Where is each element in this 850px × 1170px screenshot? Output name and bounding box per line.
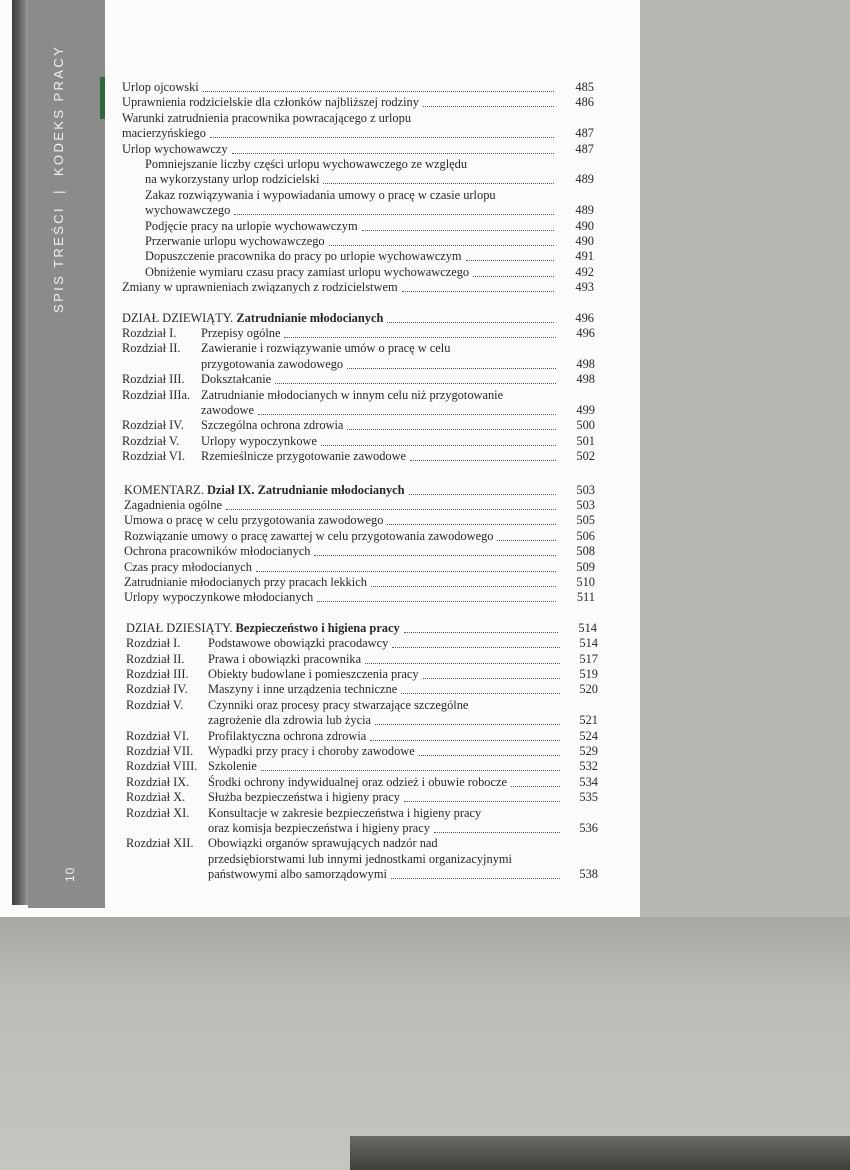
entry-text: Podstawowe obowiązki pracodawcy: [208, 636, 389, 651]
page-ref: 485: [575, 80, 594, 94]
section-heading: [0, 483, 640, 498]
page-ref: 508: [576, 544, 595, 559]
page-ref: 490: [575, 218, 594, 233]
entry-text: na wykorzystany urlop rodzicielski: [145, 172, 320, 187]
page-ref: 503: [576, 482, 595, 497]
page-ref: 487: [575, 141, 594, 156]
chapter-label: Rozdział I.: [126, 636, 181, 651]
entry-text: macierzyńskiego: [122, 126, 206, 141]
section-heading: [0, 621, 640, 636]
commentary-entry: [0, 513, 640, 528]
entry-text: Urlopy wypoczynkowe: [201, 433, 317, 448]
entry-text: zagrożenie dla zdrowia lub życia: [208, 713, 372, 728]
page-ref: 505: [576, 513, 595, 528]
toc-entry-line: [0, 157, 640, 172]
page-ref: 524: [579, 728, 598, 743]
entry-text: przedsiębiorstwami lub innymi jednostkami organizacyjnymi: [208, 851, 512, 866]
entry-text: Zmiany w uprawnieniach związanych z rodzicielstwem: [122, 280, 398, 295]
entry-text: Czynniki oraz procesy pracy stwarzające szczególne: [208, 697, 469, 712]
chapter-entry-line: [0, 357, 640, 372]
chapter-label: Rozdział VII.: [126, 744, 194, 758]
chapter-entry: [0, 775, 640, 790]
chapter-entry: [0, 729, 640, 744]
page-ref: 490: [575, 234, 594, 248]
dot-leader: [423, 95, 554, 107]
page-ref: 492: [575, 264, 594, 279]
page-ref: 487: [575, 126, 594, 141]
dot-leader: [365, 652, 560, 664]
page-ref: 500: [576, 418, 595, 433]
page-ref: 532: [579, 759, 598, 774]
dot-leader: [392, 636, 560, 648]
chapter-entry: [0, 636, 640, 651]
chapter-entry-line: [0, 867, 640, 882]
entry-text: państwowymi albo samorządowymi: [208, 867, 387, 882]
dot-leader: [404, 790, 560, 802]
page-ref: 498: [576, 356, 595, 371]
entry-text: Obniżenie wymiaru czasu pracy zamiast urlopu wychowawczego: [145, 264, 470, 279]
chapter-label: Rozdział V.: [126, 697, 184, 712]
toc-entry: [0, 249, 640, 264]
scan-shadow: [350, 1136, 850, 1170]
page-ref: 514: [578, 620, 597, 635]
entry-text: Pomniejszanie liczby części urlopu wychowawczego ze względu: [145, 157, 468, 171]
entry-text: Dokształcanie: [201, 372, 272, 387]
heading-title: Dział IX. Zatrudnianie młodocianych: [203, 482, 405, 497]
chapter-label: Rozdział IIIa.: [122, 387, 191, 402]
entry-text: Urlop wychowawczy: [122, 141, 228, 156]
heading-text: [122, 311, 383, 325]
entry-text: Rozwiązanie umowy o pracę zawartej w celu przygotowania zawodowego: [124, 528, 494, 543]
chapter-entry-line: [0, 836, 640, 851]
page-ref: 510: [576, 575, 595, 589]
entry-text: Prawa i obowiązki pracownika: [208, 651, 362, 666]
commentary-entry: [0, 498, 640, 513]
chapter-label: Rozdział IX.: [126, 774, 190, 789]
chapter-entry: [0, 652, 640, 667]
page-ref: 489: [575, 203, 594, 218]
dot-leader: [434, 821, 560, 833]
entry-text: Uprawnienia rodzicielskie dla członków najbliższej rodziny: [122, 95, 419, 110]
entry-text: Szczególna ochrona zdrowia: [201, 418, 344, 433]
toc-entry-line: [0, 172, 640, 187]
toc-entry: [0, 95, 640, 110]
entry-text: Urlop ojcowski: [122, 80, 199, 94]
entry-text: Zakaz rozwiązywania i wypowiadania umowy o pracę w czasie urlopu: [145, 187, 496, 202]
dot-leader: [256, 560, 556, 572]
commentary-entry: [0, 529, 640, 544]
dot-leader: [423, 667, 560, 679]
page-ref: 493: [575, 280, 594, 295]
entry-text: Podjęcie pracy na urlopie wychowawczym: [145, 218, 358, 233]
dot-leader: [232, 142, 554, 154]
dot-leader: [401, 682, 560, 694]
entry-text: Maszyny i inne urządzenia techniczne: [208, 682, 398, 697]
section-heading: [0, 311, 640, 326]
entry-text: Obowiązki organów sprawujących nadzór nad: [208, 836, 438, 851]
toc-entry: [0, 234, 640, 249]
dot-leader: [329, 234, 554, 246]
page-ref: 519: [579, 667, 598, 681]
chapter-label: Rozdział II.: [122, 341, 181, 356]
entry-text: Umowa o pracę w celu przygotowania zawodowego: [124, 513, 384, 528]
chapter-entry-line: [0, 388, 640, 403]
chapter-entry: [0, 449, 640, 464]
chapter-label: Rozdział V.: [122, 433, 180, 448]
header-right: KODEKS PRACY: [51, 44, 66, 177]
commentary-entry: [0, 590, 640, 605]
dot-leader: [347, 357, 556, 369]
page-ref: 502: [576, 449, 595, 464]
chapter-label: Rozdział III.: [126, 667, 189, 681]
page-ref: 503: [576, 498, 595, 512]
dot-leader: [323, 172, 554, 184]
page-ref: 506: [576, 528, 595, 543]
page-ref: 498: [576, 372, 595, 387]
page-ref: 514: [579, 636, 598, 651]
page-ref: 499: [576, 403, 595, 417]
page-ref: 520: [579, 682, 598, 697]
entry-text: Przepisy ogólne: [201, 326, 281, 340]
toc-entry-line: [0, 111, 640, 126]
toc-entry: [0, 280, 640, 295]
chapter-label: Rozdział III.: [122, 372, 185, 387]
entry-text: wychowawczego: [145, 203, 231, 218]
header-left: SPIS TREŚCI: [51, 205, 66, 313]
chapter-label: Rozdział XI.: [126, 805, 190, 820]
entry-text: Konsultacje w zakresie bezpieczeństwa i higieny pracy: [208, 805, 482, 820]
commentary-entry: [0, 560, 640, 575]
entry-text: Czas pracy młodocianych: [124, 559, 252, 574]
dot-leader: [314, 544, 556, 556]
toc-entry-line: [0, 188, 640, 203]
dot-leader: [375, 713, 560, 725]
heading-lead: DZIAŁ DZIESIĄTY.: [126, 620, 233, 635]
entry-text: Służba bezpieczeństwa i higieny pracy: [208, 790, 400, 805]
chapter-label: Rozdział VI.: [122, 449, 186, 464]
toc-entry: [0, 80, 640, 95]
dot-leader: [410, 449, 556, 461]
page-ref: 538: [579, 867, 598, 882]
chapter-label: Rozdział IV.: [126, 682, 188, 697]
page-ref: 491: [575, 249, 594, 264]
page-ref: 511: [576, 590, 595, 605]
dot-leader: [258, 403, 556, 415]
entry-text: Zawieranie i rozwiązywanie umów o pracę w celu: [201, 341, 451, 356]
entry-text: zawodowe: [201, 403, 254, 417]
dot-leader: [370, 729, 560, 741]
entry-text: Profilaktyczna ochrona zdrowia: [208, 728, 367, 743]
heading-lead: DZIAŁ DZIEWIĄTY.: [122, 310, 234, 325]
dot-leader: [391, 867, 560, 879]
page-ref: 496: [576, 326, 595, 340]
page-ref: 536: [579, 821, 598, 835]
chapter-label: Rozdział I.: [122, 326, 177, 340]
dot-leader: [409, 483, 556, 495]
chapter-label: Rozdział IV.: [122, 418, 184, 433]
scan-background: [0, 917, 850, 1170]
page-ref: 534: [579, 774, 598, 789]
page-ref: 501: [576, 433, 595, 448]
toc-entry-line: [0, 126, 640, 141]
entry-text: Wypadki przy pracy i choroby zawodowe: [208, 744, 415, 758]
entry-text: Obiekty budowlane i pomieszczenia pracy: [208, 667, 419, 681]
entry-text: Warunki zatrudnienia pracownika powracającego z urlopu: [122, 110, 412, 125]
heading-text: [124, 483, 405, 497]
entry-text: Szkolenie: [208, 759, 257, 774]
chapter-entry-line: [0, 403, 640, 418]
dot-leader: [402, 280, 554, 292]
dot-leader: [317, 590, 556, 602]
entry-text: Przerwanie urlopu wychowawczego: [145, 234, 325, 248]
entry-text: Zagadnienia ogólne: [124, 498, 223, 512]
toc-entry: [0, 265, 640, 280]
entry-text: Urlopy wypoczynkowe młodocianych: [124, 590, 314, 605]
dot-leader: [261, 759, 560, 771]
heading-title: Zatrudnianie młodocianych: [233, 310, 384, 325]
chapter-entry: [0, 790, 640, 805]
entry-text: Zatrudnianie młodocianych w innym celu niż przygotowanie: [201, 387, 504, 402]
page-ref: 509: [576, 559, 595, 574]
chapter-entry: [0, 667, 640, 682]
chapter-entry-line: [0, 713, 640, 728]
chapter-entry-line: [0, 341, 640, 356]
chapter-label: Rozdział VIII.: [126, 759, 198, 774]
chapter-entry: [0, 744, 640, 759]
heading-lead: KOMENTARZ.: [124, 482, 204, 497]
page-ref: 496: [575, 310, 594, 325]
heading-title: Bezpieczeństwo i higiena pracy: [232, 620, 400, 635]
dot-leader: [210, 126, 554, 138]
dot-leader: [234, 203, 554, 215]
dot-leader: [387, 513, 556, 525]
page-ref: 486: [575, 95, 594, 110]
page-ref: 517: [579, 651, 598, 666]
dot-leader: [473, 265, 554, 277]
chapter-entry: [0, 418, 640, 433]
entry-text: Ochrona pracowników młodocianych: [124, 544, 311, 559]
entry-text: Rzemieślnicze przygotowanie zawodowe: [201, 449, 407, 464]
chapter-entry: [0, 759, 640, 774]
dot-leader: [362, 219, 554, 231]
dot-leader: [347, 418, 556, 430]
chapter-entry: [0, 326, 640, 341]
dot-leader: [226, 498, 556, 510]
chapter-entry: [0, 372, 640, 387]
chapter-label: Rozdział X.: [126, 790, 186, 805]
toc-entry: [0, 219, 640, 234]
dot-leader: [466, 249, 554, 261]
chapter-entry-line: [0, 698, 640, 713]
dot-leader: [203, 80, 554, 92]
entry-text: Dopuszczenie pracownika do pracy po urlopie wychowawczym: [145, 249, 462, 264]
chapter-entry: [0, 682, 640, 697]
commentary-entry: [0, 544, 640, 559]
page-number: 10: [63, 866, 77, 882]
dot-leader: [321, 434, 556, 446]
entry-text: Zatrudnianie młodocianych przy pracach lekkich: [124, 575, 367, 589]
entry-text: Środki ochrony indywidualnej oraz odzież i obuwie robocze: [208, 774, 508, 789]
chapter-entry: [0, 434, 640, 449]
commentary-entry: [0, 575, 640, 590]
chapter-label: Rozdział VI.: [126, 728, 190, 743]
chapter-label: Rozdział XII.: [126, 836, 194, 851]
entry-text: przygotowania zawodowego: [201, 356, 344, 371]
heading-text: [126, 621, 400, 635]
chapter-entry-line: [0, 821, 640, 836]
dot-leader: [275, 372, 556, 384]
dot-leader: [404, 621, 558, 633]
dot-leader: [511, 775, 560, 787]
dot-leader: [497, 529, 556, 541]
dot-leader: [284, 326, 556, 338]
page-ref: 529: [579, 744, 598, 758]
toc-entry-line: [0, 203, 640, 218]
toc-entry: [0, 142, 640, 157]
page-ref: 521: [579, 713, 598, 728]
page-ref: 535: [579, 790, 598, 805]
chapter-entry-line: [0, 806, 640, 821]
page-ref: 489: [575, 172, 594, 187]
dot-leader: [371, 575, 556, 587]
chapter-entry-line: [0, 852, 640, 867]
header-separator: |: [51, 188, 66, 194]
dot-leader: [387, 311, 554, 323]
entry-text: oraz komisja bezpieczeństwa i higieny pracy: [208, 821, 430, 835]
dot-leader: [419, 744, 560, 756]
chapter-label: Rozdział II.: [126, 651, 185, 666]
